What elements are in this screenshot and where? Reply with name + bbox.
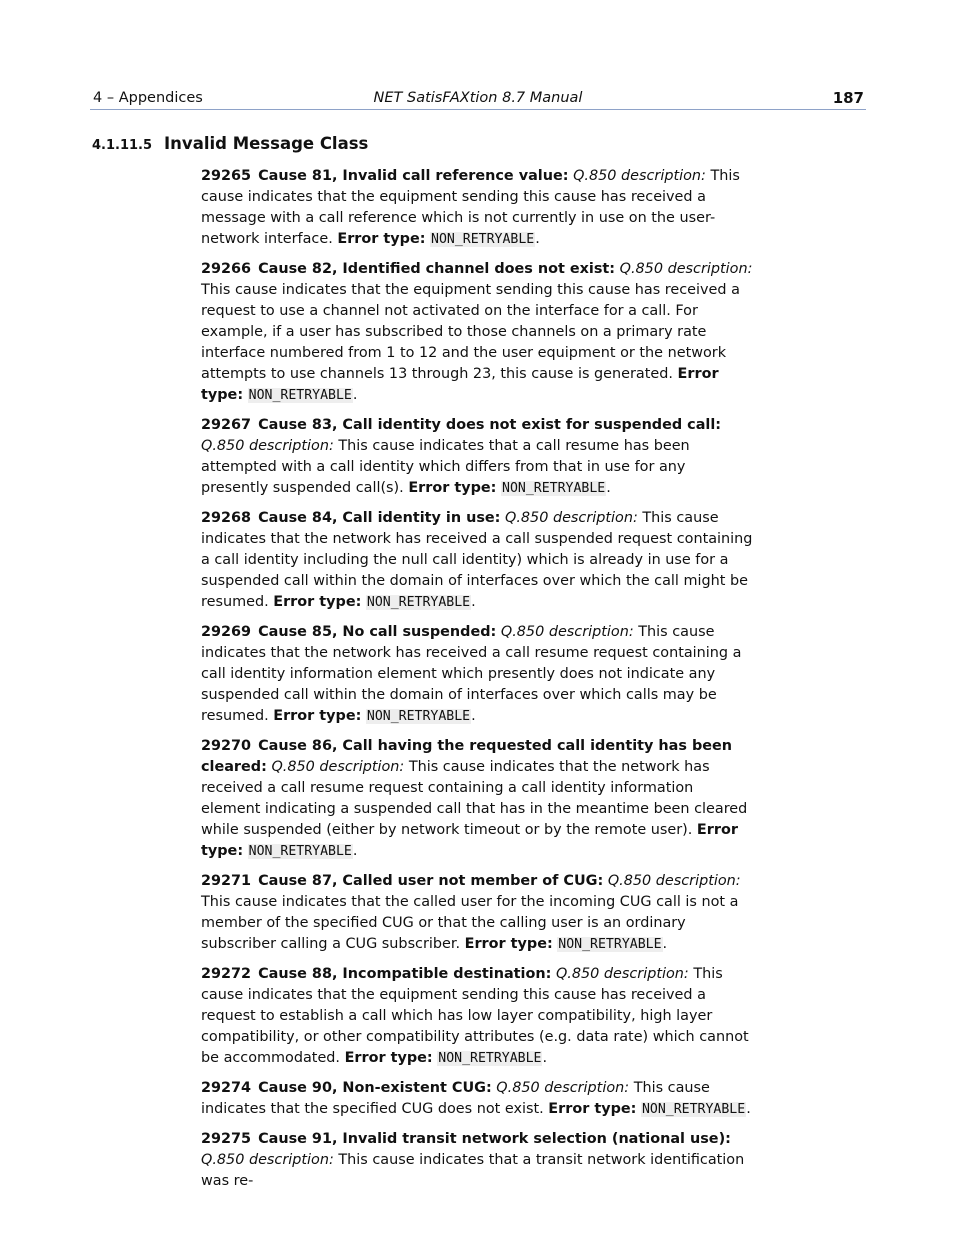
error-code: 29267 [201,417,252,433]
error-entry-29267: 29267 Cause 83, Call identity does not exist for suspended call: Q.850 description: This cause indicates that a call resume has been attempted with a call identity which differs from that in use for any presently suspended call(s). Error type: NON_RETRYABLE. [201,417,722,496]
error-entry-29274: 29274 Cause 90, Non-existent CUG: Q.850 description: This cause indicates that the specified CUG does not exist. Error type: NON_RETRYABLE. [201,1080,751,1117]
error-entry-29275 [201,1129,756,1192]
cause-title: Cause 86, Call having the requested call identity has been cleared: [201,738,733,775]
error-entry-29266: 29266 Cause 82, Identified channel does not exist: Q.850 description: This cause indicates that the equipment sending this cause has received a request to use a channel not activated on the interface for a call. For example, if a user has subscribed to those channels on a primary rate interface numbered from 1 to 12 and the user equipment or the network attempts to use channels 13 through 23, this cause is generated. Error type: NON_RETRYABLE. [201,261,753,403]
error-entry-29272: 29272 Cause 88, Incompatible destination: Q.850 description: This cause indicates that the equipment sending this cause has received a request to establish a call which has low layer compatibility, high layer compatibility, or other compatibility attributes (e.g. data rate) which cannot be accommodated. Error type: NON_RETRYABLE. [201,966,749,1066]
error-code: 29272 [201,966,252,982]
cause-title: Cause 90, Non-existent CUG: [258,1080,492,1096]
cause-title: Cause 88, Incompatible destination: [258,966,552,982]
error-type-value: NON_RETRYABLE [366,709,471,724]
cause-description: This cause indicates that the network has received a call suspended request containing a call identity including the null call identity) which is already in use for a suspended call within the domain of interfaces over which the call might be resumed. [201,510,753,610]
cause-description: This cause indicates that a transit network identification was re- [201,1152,745,1189]
section-number: 4.1.11.5 [92,138,153,153]
error-type-label: Error type: [464,936,553,952]
error-code: 29269 [201,624,252,640]
q850-label: Q.850 description: [500,624,634,640]
manual-title: NET SatisFAXtion 8.7 Manual [373,90,583,106]
q850-label: Q.850 description: [496,1080,630,1096]
error-type-label: Error type: [337,231,426,247]
error-type-value: NON_RETRYABLE [502,481,606,496]
cause-description: This cause indicates that the equipment sending this cause has received a message with a call reference which is not currently in use on the user-network interface. [201,168,740,247]
error-type-label: Error type: [273,594,362,610]
cause-description: This cause indicates that the called user for the incoming CUG call is not a member of the specified CUG or that the calling user is an ordinary subscriber calling a CUG subscriber. [201,894,739,952]
error-type-label: Error type: [201,822,738,859]
error-entry-29269: 29269 Cause 85, No call suspended: Q.850 description: This cause indicates that the network has received a call resume request containing a call identity information element which presently does not indicate any suspended call within the domain of interfaces over which calls may be resumed. Error type: NON_RETRYABLE. [201,624,742,724]
error-code: 29275 [201,1131,252,1147]
error-type-label: Error type: [344,1050,433,1066]
cause-description: This cause indicates that the equipment sending this cause has received a request to establish a call which has low layer compatibility, high layer compatibility, or other compatibility attributes (e.g. data rate) which cannot be accommodated. [201,966,749,1066]
error-code: 29266 [201,261,252,277]
cause-title: Cause 81, Invalid call reference value: [258,168,569,184]
cause-title: Cause 87, Called user not member of CUG: [258,873,604,889]
error-type-value: NON_RETRYABLE [248,844,352,859]
error-type-value: NON_RETRYABLE [248,388,352,403]
cause-description: This cause indicates that a call resume has been attempted with a call identity which differs from that in use for any presently suspended call(s). [201,438,690,496]
page-number: 187 [832,89,864,107]
q850-label: Q.850 description: [555,966,689,982]
error-code: 29265 [201,168,252,184]
error-code: 29274 [201,1080,252,1096]
q850-label: Q.850 description: [573,168,706,184]
error-entry-29265: 29265 Cause 81, Invalid call reference value: Q.850 description: This cause indicates that the equipment sending this cause has received a message with a call reference which is not currently in use on the user-network interface. Error type: NON_RETRYABLE. [201,168,740,247]
error-entry-29270: 29270 Cause 86, Call having the requested call identity has been cleared: Q.850 description: This cause indicates that the network has received a call resume request containing a call identity information element indicating a suspended call that has in the meantime been cleared while suspended (either by network timeout or by the remote user). Error type: NON_RETRYABLE. [201,738,748,859]
cause-title: Cause 85, No call suspended: [258,624,497,640]
error-type-value: NON_RETRYABLE [366,595,471,610]
error-type-value: NON_RETRYABLE [641,1102,746,1117]
error-code: 29268 [201,510,252,526]
error-type-label: Error type: [201,366,719,403]
error-type-value: NON_RETRYABLE [438,1051,542,1066]
error-type-label: Error type: [408,480,497,496]
q850-label: Q.850 description: [201,1152,334,1168]
error-code-list [201,166,756,1201]
q850-label: Q.850 description: [619,261,753,277]
q850-label: Q.850 description: [201,438,334,454]
q850-label: Q.850 description: [607,873,741,889]
error-type-value: NON_RETRYABLE [431,232,535,247]
error-type-label: Error type: [273,708,362,724]
section-title: Invalid Message Class [164,134,369,153]
chapter-label: 4 – Appendices [93,90,203,106]
error-type-label: Error type: [548,1101,637,1117]
cause-title: Cause 91, Invalid transit network selection (national use): [258,1131,731,1147]
q850-label: Q.850 description: [505,510,638,526]
error-code: 29270 [201,738,252,754]
error-code: 29271 [201,873,252,889]
cause-description: This cause indicates that the equipment sending this cause has received a request to use a channel not activated on the interface for a call. For example, if a user has subscribed to those channels on a primary rate interface numbered from 1 to 12 and the user equipment or the network attempts to use channels 13 through 23, this cause is generated. [201,282,740,382]
cause-description: This cause indicates that the network has received a call resume request containing a call identity information element indicating a suspended call that has in the meantime been cleared while suspended (either by network timeout or by the remote user). [201,759,748,838]
cause-description: This cause indicates that the network has received a call resume request containing a call identity information element which presently does not indicate any suspended call within the domain of interfaces over which calls may be resumed. [201,624,742,724]
error-entry-29268: 29268 Cause 84, Call identity in use: Q.850 description: This cause indicates that the network has received a call suspended request containing a call identity including the null call identity) which is already in use for a suspended call within the domain of interfaces over which the call might be resumed. Error type: NON_RETRYABLE. [201,510,753,610]
error-entry-29271: 29271 Cause 87, Called user not member of CUG: Q.850 description: This cause indicates that the called user for the incoming CUG call is not a member of the specified CUG or that the calling user is an ordinary subscriber calling a CUG subscriber. Error type: NON_RETRYABLE. [201,873,741,952]
cause-title: Cause 83, Call identity does not exist for suspended call: [258,417,722,433]
page-header [90,88,866,110]
cause-title: Cause 84, Call identity in use: [258,510,501,526]
cause-title: Cause 82, Identified channel does not exist: [258,261,616,277]
section-heading [92,134,368,153]
q850-label: Q.850 description: [271,759,405,775]
error-type-value: NON_RETRYABLE [558,937,662,952]
cause-description: This cause indicates that the specified CUG does not exist. [201,1080,710,1117]
